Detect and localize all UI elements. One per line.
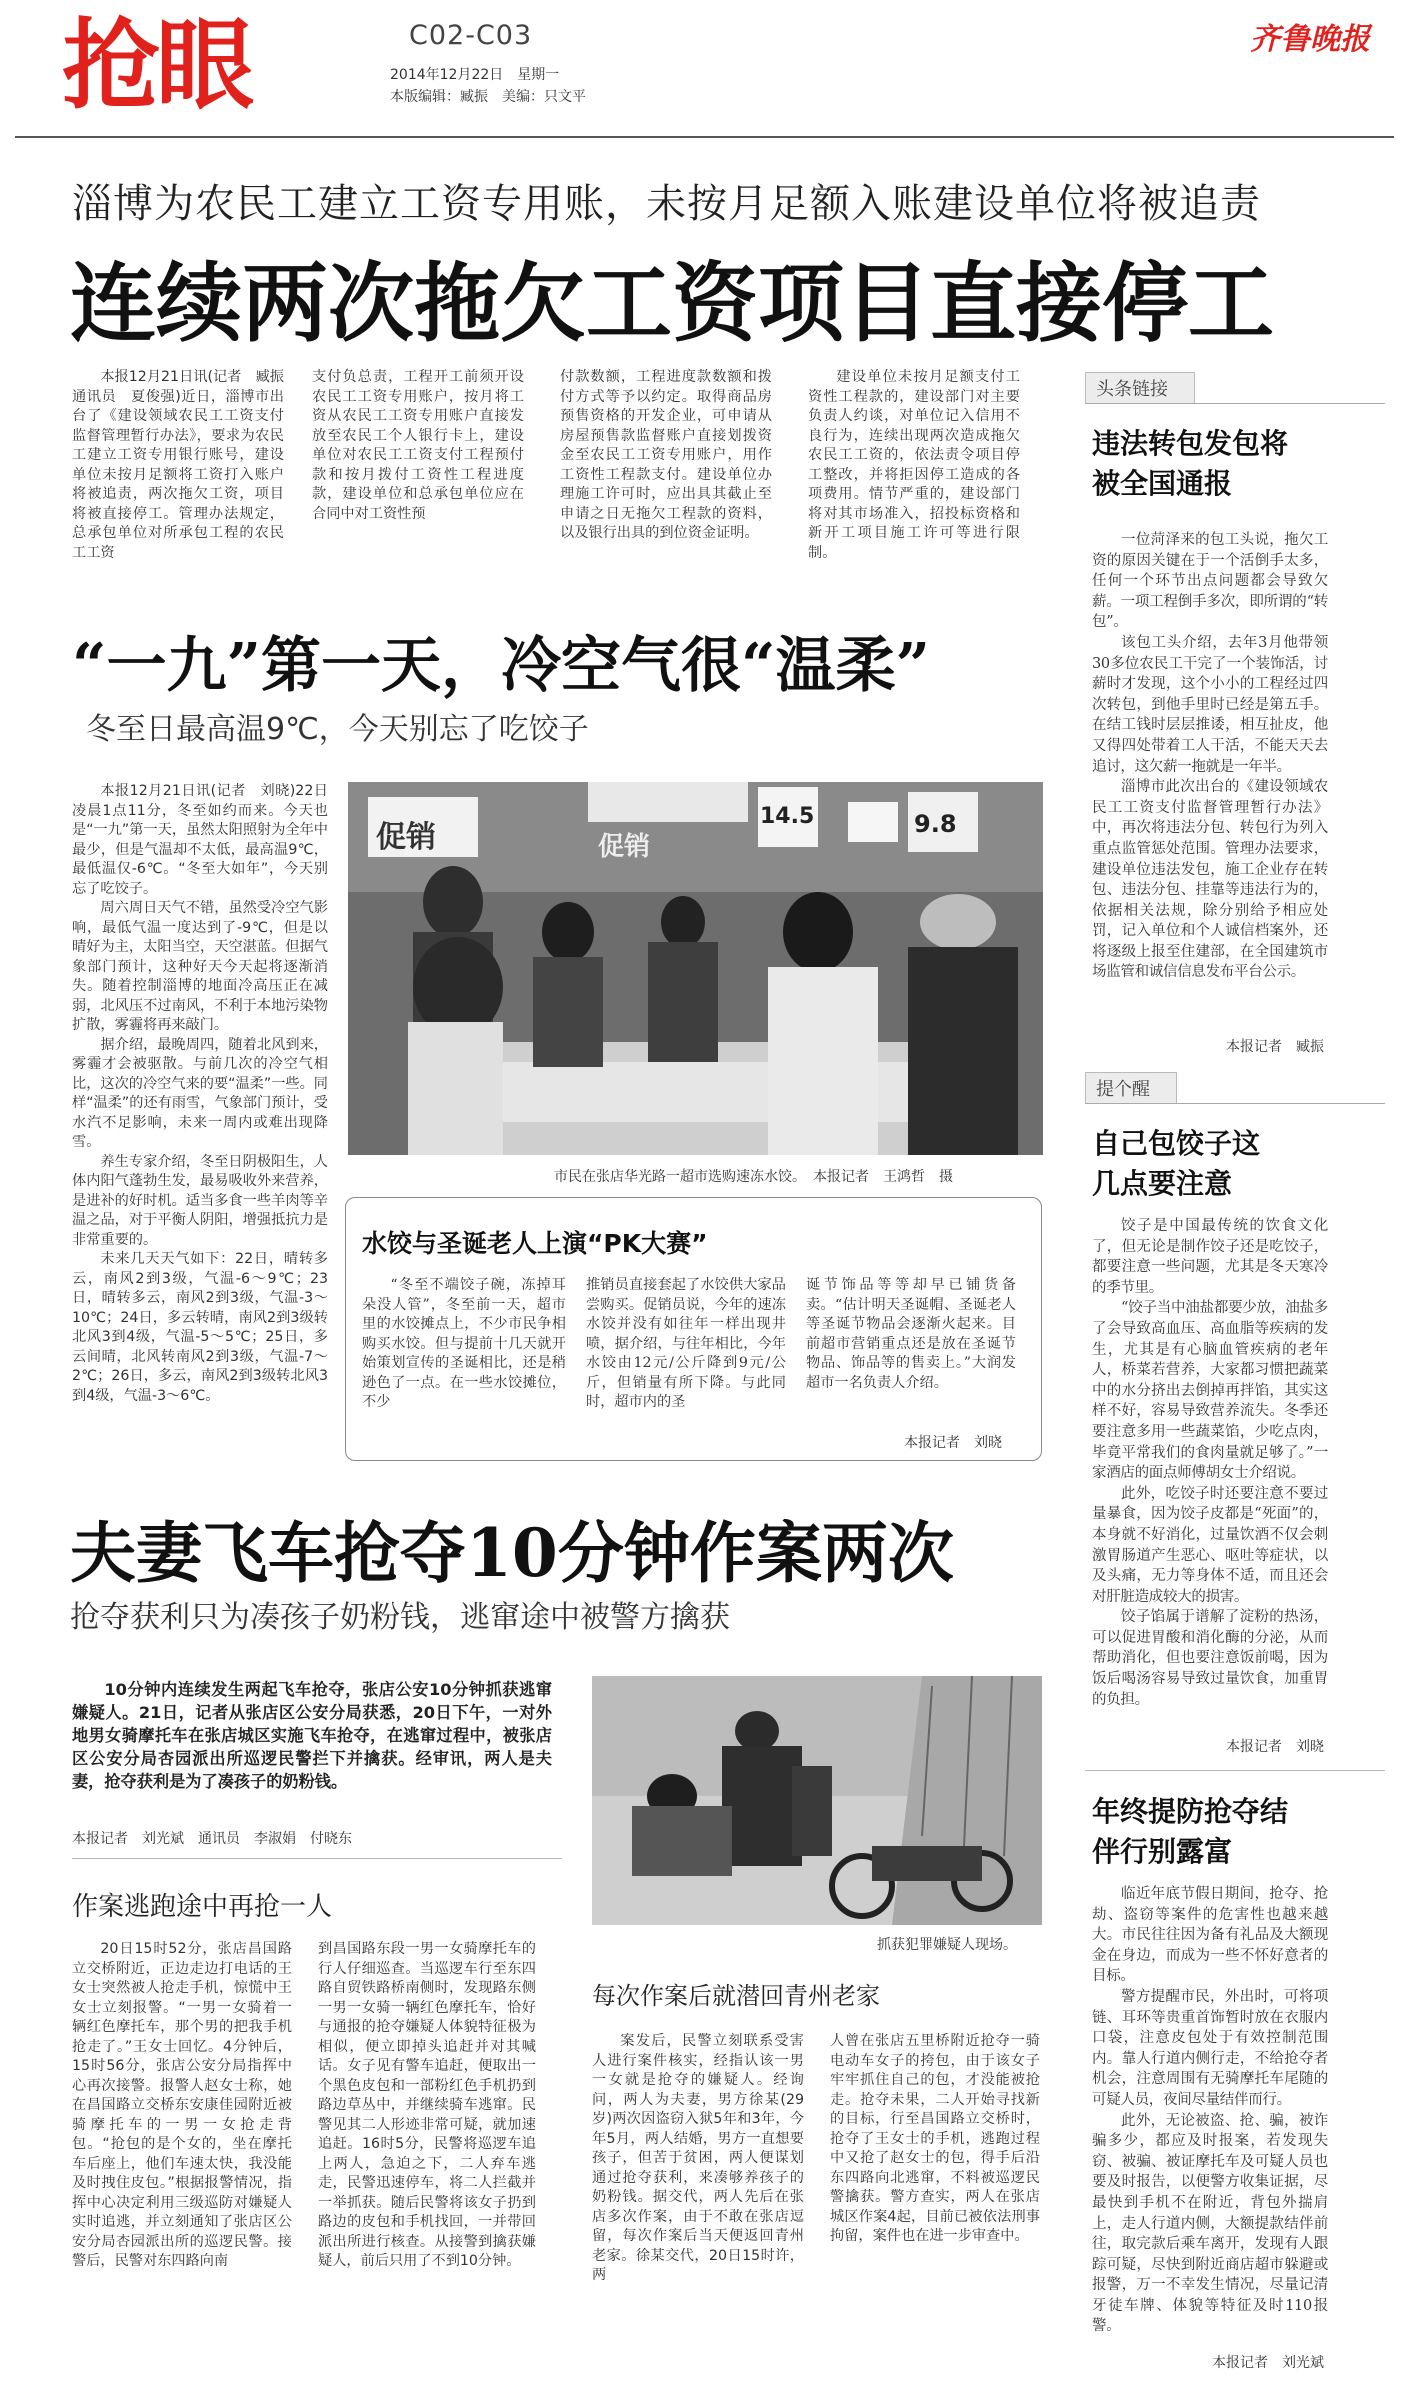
story1-col4: 建设单位未按月足额支付工资性工程款的，建设部门对主要负责人约谈，对单位记入信用不良行为，连续出现两次造成拖欠农民工工资的，依法责令项目停工整改，并将拒因停工造成的各项费用。情节严重的，建设部门将对其市场准入，招投标资格和新开工项目施工许可等进行限制。: [808, 369, 1020, 561]
page-code: C02-C03: [409, 20, 533, 51]
story3-subhead-2: 每次作案后就潜回青州老家: [592, 1982, 880, 2010]
sidebar-news2-title: 自己包饺子这几点要注意: [1092, 1127, 1261, 1200]
sidebar-news3-byline: 本报记者 刘光斌: [1212, 2355, 1324, 2371]
story3-subhead-1: 作案逃跑途中再抢一人: [72, 1892, 333, 1922]
story3-sub2-col1: 案发后，民警立刻联系受害人进行案件核实，经指认该一男一女就是抢夺的嫌疑人。经询问，两人为夫妻，男方徐某(29岁)两次因盗窃入狱5年和3年，今年5月，两人结婚，男方一直想要孩子，但苦于贫困，两人便谋划通过抢夺获利，来凑够养孩子的奶粉钱。据交代，两人先后在张店多次作案，由于不敢在张店逗留，每次作案后当天便返回青州老家。徐某交代，20日15时许，两: [592, 2033, 804, 2283]
arrest-photo: [592, 1676, 1042, 1925]
box-byline: 本报记者 刘晓: [904, 1435, 1002, 1451]
section-masthead: 抢眼: [62, 8, 251, 123]
sidebar-news3-title: 年终提防抢夺结伴行别露富: [1092, 1795, 1289, 1868]
newspaper-name: 齐鲁晚报: [1250, 22, 1370, 57]
sidebar-tag-reminder: 提个醒: [1085, 1072, 1385, 1104]
supermarket-photo: [348, 782, 1043, 1155]
sidebar-rule: [1085, 1770, 1385, 1771]
dumpling-box: [345, 1197, 1042, 1461]
editor-line: 本版编辑：臧振 美编：只文平: [390, 89, 586, 105]
sidebar-news2-byline: 本报记者 刘晓: [1226, 1739, 1324, 1755]
story1-col2: 支付负总责，工程开工前须开设农民工工资专用账户，按月将工资从农民工工资专用账户直接发放至农民工个人银行卡上，建设单位对农民工工资支付工程预付款和按月拨付工资性工程进度款，建设单位和总承包单位应在合同中对工资性预: [312, 369, 524, 522]
sidebar-news1-byline: 本报记者 臧振: [1226, 1039, 1324, 1055]
story3-byline: 本报记者 刘光斌 通讯员 李淑娟 付晓东: [72, 1831, 352, 1847]
masthead-divider: [15, 136, 1394, 138]
arrest-photo-caption: 抓获犯罪嫌疑人现场。: [877, 1937, 1017, 1953]
price-tag: 9.8: [914, 810, 957, 838]
promo-sign: 促销: [598, 832, 651, 862]
story1-headline: 连续两次拖欠工资项目直接停工: [70, 253, 1274, 354]
story1-col1: 本报12月21日讯(记者 臧振 通讯员 夏俊强)近日，淄博市出台了《建设领域农民工工资支付监督管理暂行办法》，要求为农民工建立工资专用银行账号，建设单位未按月足额将工资打入账户将被追责，两次拖欠工资，项目将被直接停工。管理办法规定，总承包单位对所承包工程的农民工工资: [72, 369, 299, 561]
date-line: 2014年12月22日 星期一: [390, 67, 560, 83]
sidebar-news1-title: 违法转包发包将被全国通报: [1092, 427, 1289, 500]
story3-rule: [72, 1858, 562, 1859]
story2-headline: “一九”第一天，冷空气很“温柔”: [72, 631, 931, 701]
sidebar-news1-body: 一位菏泽来的包工头说，拖欠工资的原因关键在于一个活倒手太多，任何一个环节出点问题都会导致欠薪。一项工程倒手多次，即所谓的“转包”。 该包工头介绍，去年3月他带领30多位农民工干完了一个装饰活，讨薪时才发现，这个小小的工程经过四次转包，到他手里时已经是第五手。在结工钱时层层推诿，相互扯皮，他又得四处带着工人干活，不能天天去追讨，这欠薪一拖就是一年半。 淄博市此次出台的《建设领域农民工工资支付监督管理暂行办法》中，再次将违法分包、转包行为列入重点监管惩处范围。管理办法要求，建设单位违法发包，施工企业存在转包、违法分包、挂靠等违法行为的，依据相关法规，除分别给予相应处罚，记入单位和个人诚信档案外，还将逐级上报至住建部，在全国建筑市场监管和诚信信息发布平台公示。: [1092, 532, 1328, 981]
sidebar-news2-body: 饺子是中国最传统的饮食文化了，但无论是制作饺子还是吃饺子，都要注意一些问题，尤其是冬天寒冷的季节里。 “饺子当中油盐都要少放，油盐多了会导致高血压、高血脂等疾病的发生，尤其是有心脑血管疾病的老年人，桥菜若营养，大家都习惯把蔬菜中的水分挤出去倒掉再拌馅，其实这样不好，容易导致营养流失。冬季还要注意多用一些蔬菜馅，少吃点肉，毕竟平常我们的食肉量就足够了。”一家酒店的面点师傅胡女士介绍说。 此外，吃饺子时还要注意不要过量暴食，因为饺子皮都是“死面”的，本身就不好消化，过量饮酒不仅会刺激胃肠道产生恶心、呕吐等症状，以及头痛，无力等身体不适，而且还会对肝脏造成较大的损害。 饺子馅属于谱解了淀粉的热汤，可以促进胃酸和消化酶的分泌，从而帮助消化，但也要注意饭前喝，因为饭后喝汤容易导致过量饮食，加重胃的负担。: [1092, 1218, 1328, 1708]
story2-deck: 冬至日最高温9℃，今天别忘了吃饺子: [86, 712, 589, 747]
box-title: 水饺与圣诞老人上演“PK大赛”: [362, 1229, 708, 1258]
photo-caption: 市民在张店华光路一超市选购速冻水饺。 本报记者 王鸿哲 摄: [554, 1169, 953, 1185]
sidebar-news3-body: 临近年底节假日期间，抢夺、抢劫、盗窃等案件的危害性也越来越大。市民往往因为备有礼品及大额现金在身边，而成为一些不怀好意者的目标。 警方提醒市民，外出时，可将项链、耳环等贵重首饰暂时放在衣服内口袋，注意皮包处于有效控制范围内。靠人行道内侧行走，不给抢夺者机会，注意周围有无骑摩托车尾随的可疑人员，夜间尽量结伴而行。 此外，无论被盗、抢、骗，被诈骗多少，都应及时报案，若发现失窃、被骗、被证摩托车及可疑人员也要及时报告，以便警方收集证据，尽最快到手机不在附近，背包外揣肩上，走人行道内侧，大额提款结伴前往，取完款后乘车离开，发现有人跟踪可疑，尽快到附近商店超市躲避或报警，万一不幸发生情况，尽量记清牙徒车牌、体貌等特征及时110报警。: [1092, 1886, 1328, 2335]
story2-body: 本报12月21日讯(记者 刘晓)22日凌晨1点11分，冬至如约而来。今天也是“一九”第一天，虽然太阳照射为全年中最少，但是气温却不太低，最高温9℃，最低温仅-6℃。“冬至大如年”，今天别忘了吃饺子。 周六周日天气不错，虽然受冷空气影响，最低气温一度达到了-9℃，但是以晴好为主，太阳当空，天空湛蓝。但据气象部门预计，这种好天今天起将逐渐消失。随着控制淄博的地面冷高压正在减弱，北风压不过南风，不利于本地污染物扩散，雾霾将再来敲门。 据介绍，最晚周四，随着北风到来，雾霾才会被驱散。与前几次的冷空气相比，这次的冷空气来的要“温柔”一些。同样“温柔”的还有雨雪，气象部门预计，受水汽不足影响，未来一周内或难出现降雪。 养生专家介绍，冬至日阴极阳生，人体内阳气蓬勃生发，最易吸收外来营养，是进补的好时机。适当多食一些羊肉等辛温之品，对于平衡人阴阳，增强抵抗力是非常重要的。 未来几天天气如下：22日，晴转多云，南风2到3级，气温-6～9℃；23日，晴转多云，南风2到3级，气温-3～10℃；24日，多云转晴，南风2到3级转北风3到4级，气温-5～5℃；25日，多云间晴，北风转南风2到3级，气温-7～2℃；26日，多云，南风2到3级转北风3到4级，气温-3～6℃。: [72, 783, 328, 1404]
story3-sub2-col2: 人曾在张店五里桥附近抢夺一骑电动车女子的挎包，由于该女子牢牢抓住自己的包，才没能被抢走。抢夺未果，二人开始寻找新的目标，行至昌国路立交桥时，抢夺了王女士的手机，逃跑过程中又抢了赵女士的包，得手后沿东四路向北逃窜，不料被巡逻民警擒获。警方查实，两人在张店城区作案4起，目前已被依法刑事拘留，案件也在进一步审查中。: [830, 2033, 1040, 2244]
story1-col3: 付款数额，工程进度款数额和拨付方式等予以约定。取得商品房预售资格的开发企业，可申请从房屋预售款监督账户直接划拨资金至农民工工资专用账户，用作工资性工程款支付。建设单位办理施工许可时，应出具其截止至申请之日无拖欠工程款的资料，以及银行出具的到位资金证明。: [560, 369, 772, 541]
story3-lead: 10分钟内连续发生两起飞车抢夺，张店公安10分钟抓获逃窜嫌疑人。21日，记者从张店区公安分局获悉，20日下午，一对外地男女骑摩托车在张店城区实施飞车抢夺，在逃窜过程中，被张店区公安分局杏园派出所巡逻民警拦下并擒获。经审讯，两人是夫妻，抢夺获利是为了凑孩子的奶粉钱。: [72, 1680, 552, 1791]
sidebar-tag-headline-link: 头条链接: [1085, 372, 1385, 404]
story3-sub1-col2: 到昌国路东段一男一女骑摩托车的行人仔细巡查。当巡逻车行至东四路自贸铁路桥南侧时，发现路东侧一男一女骑一辆红色摩托车，恰好与通报的抢夺嫌疑人体貌特征极为相似，便立即掉头追赶并对其喊话。女子见有警车追赶，便取出一个黑色皮包和一部粉红色手机扔到路边草丛中，并继续骑车逃窜。民警见其二人形迹非常可疑，就加速追赶。16时5分，民警将巡逻车追上两人，急迫之下，二人弃车逃走，民警迅速停车，将二人拦截并一举抓获。随后民警将该女子扔到路边的皮包和手机找回，一并带回派出所进行核查。从接警到擒获嫌疑人，前后只用了不到10分钟。: [318, 1941, 536, 2269]
story3-deck: 抢夺获利只为凑孩子奶粉钱，逃窜途中被警方擒获: [70, 1600, 730, 1635]
box-col2: 推销员直接套起了水饺供大家品尝购买。促销员说，今年的速冻水饺并没有如往年一样出现井喷，据介绍，与往年相比，今年水饺由12元/公斤降到9元/公斤，但销量有所下降。与此同时，超市内的圣: [586, 1277, 786, 1410]
promo-sign: 促销: [376, 820, 436, 855]
box-col1: “冬至不端饺子碗，冻掉耳朵没人管”，冬至前一天，超市里的水饺摊点上，不少市民争相购买水饺。但与提前十几天就开始策划宣传的圣诞相比，还是稍逊色了一点。在一些水饺摊位，不少: [362, 1277, 566, 1410]
price-tag: 14.5: [760, 804, 815, 829]
story1-kicker: 淄博为农民工建立工资专用账，未按月足额入账建设单位将被追责: [72, 181, 1261, 227]
story3-sub1-col1: 20日15时52分，张店昌国路立交桥附近，正边走边打电话的王女士突然被人抢走手机，惊慌中王女士立刻报警。“一男一女骑着一辆红色摩托车，那个男的把我手机抢走了。”王女士回忆。4分钟后，15时56分，张店公安分局指挥中心再次接警。报警人赵女士称，她在昌国路立交桥东安康佳园附近被骑摩托车的一男一女抢走背包。“抢包的是个女的，坐在摩托车后座上，他们车速太快，我没能及时拽住皮包。”根据报警情况，指挥中心决定利用三级巡防对嫌疑人实时追逃，并立刻通知了张店区公安分局杏园派出所的巡逻民警。接警后，民警对东四路向南: [72, 1941, 292, 2269]
story3-headline: 夫妻飞车抢夺10分钟作案两次: [70, 1514, 954, 1592]
box-col3: 诞节饰品等等却早已铺货备卖。“估计明天圣诞帽、圣诞老人等圣诞节物品会逐渐火起来。目前超市营销重点还是放在圣诞节物品、饰品等的售卖上。”大润发超市一名负责人介绍。: [806, 1277, 1016, 1391]
